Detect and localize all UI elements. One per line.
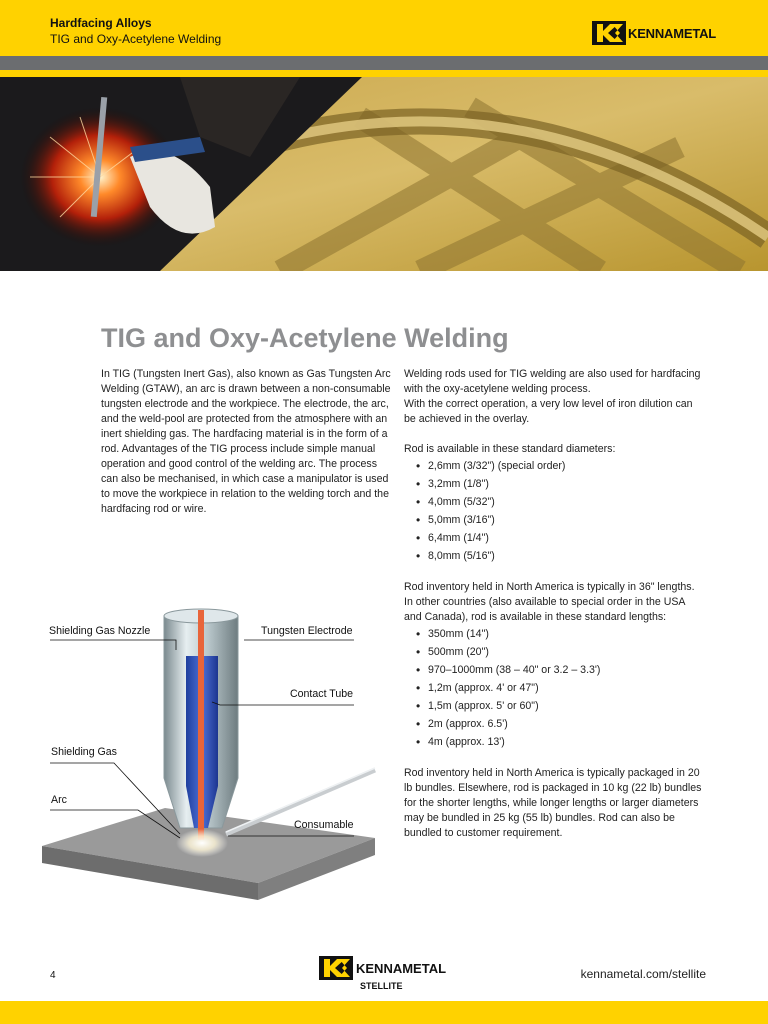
grey-band xyxy=(0,56,768,70)
oxy-intro: Welding rods used for TIG welding are also used for hardfacing with the oxy-acetylene welding process. xyxy=(404,368,701,395)
label-arc: Arc xyxy=(51,794,67,806)
list-item: • 1,5m (approx. 5' or 60") xyxy=(428,697,704,715)
list-item: • 3,2mm (1/8") xyxy=(428,475,704,493)
tig-torch-diagram xyxy=(30,598,378,918)
lengths-list xyxy=(404,625,704,751)
kennametal-k-icon xyxy=(592,21,626,45)
header-subtitle: TIG and Oxy-Acetylene Welding xyxy=(50,32,222,46)
label-shielding-gas: Shielding Gas xyxy=(51,746,117,758)
packaging-note: Rod inventory held in North America is typically packaged in 20 lb bundles. Elsewhere, rod is packaged in 10 kg (22 lb) bundles for the shorter lengths, while longer lengths or larger diameters may be bundled in 25 kg (55 lb) bundles. Rod can also be bundled to customer requirement. xyxy=(404,767,702,839)
arc-glow xyxy=(176,829,228,857)
page-title: TIG and Oxy-Acetylene Welding xyxy=(101,323,509,353)
list-item: • 500mm (20") xyxy=(428,643,704,661)
logo-wordmark: KENNAMETAL xyxy=(628,25,717,41)
header-category: Hardfacing Alloys xyxy=(50,16,152,30)
logo-wordmark: KENNAMETAL xyxy=(356,960,447,976)
column-right xyxy=(404,367,704,841)
footer-band xyxy=(0,1001,768,1024)
kennametal-k-icon xyxy=(318,956,354,980)
diameters-list xyxy=(404,457,704,565)
list-item: • 970–1000mm (38 – 40" or 3.2 – 3.3') xyxy=(428,661,704,679)
label-contact-tube: Contact Tube xyxy=(290,688,354,700)
diameters-heading: Rod is available in these standard diameters: xyxy=(404,443,616,455)
footer-url[interactable]: kennametal.com/stellite xyxy=(580,967,706,981)
list-item: • 350mm (14") xyxy=(428,625,704,643)
column-left xyxy=(101,367,393,517)
list-item: • 4,0mm (5/32") xyxy=(428,493,704,511)
list-item: • 5,0mm (3/16") xyxy=(428,511,704,529)
tig-description: In TIG (Tungsten Inert Gas), also known as Gas Tungsten Arc Welding (GTAW), an arc is drawn between a non-consumable tungsten electrode and the workpiece. The electrode, the arc, and the weld-pool are protected from the atmosphere with an inert shielding gas. The hardfacing material is in the form of a rod. Advantages of the TIG process include simple manual operation and good control of the welding arc. The process can also be mechanised, in which case a manipulator is used to move the workpiece in relation to the welding torch and the hardfacing rod or wire. xyxy=(101,368,391,515)
lengths-heading: Rod inventory held in North America is typically in 36" lengths. In other countries (also available to special order in the USA and Canada), rod is available in these standard lengths: xyxy=(404,581,695,623)
list-item: • 8,0mm (5/16") xyxy=(428,547,704,565)
tungsten-electrode xyxy=(198,610,204,840)
list-item: • 1,2m (approx. 4' or 47") xyxy=(428,679,704,697)
label-tungsten-electrode: Tungsten Electrode xyxy=(261,625,353,637)
stellite-wordmark: STELLITE xyxy=(360,981,403,991)
hero-image xyxy=(0,77,768,271)
kennametal-stellite-logo xyxy=(318,956,446,991)
label-consumable: Consumable xyxy=(294,819,354,831)
list-item: • 6,4mm (1/4") xyxy=(428,529,704,547)
page-number: 4 xyxy=(50,970,56,981)
yellow-stripe xyxy=(0,70,768,77)
list-item: • 2,6mm (3/32") (special order) xyxy=(428,457,704,475)
kennametal-logo xyxy=(592,20,716,46)
label-shielding-gas-nozzle: Shielding Gas Nozzle xyxy=(49,625,151,637)
list-item: • 4m (approx. 13') xyxy=(428,733,704,751)
dilution-note: With the correct operation, a very low level of iron dilution can be achieved in the overlay. xyxy=(404,398,693,425)
list-item: • 2m (approx. 6.5') xyxy=(428,715,704,733)
